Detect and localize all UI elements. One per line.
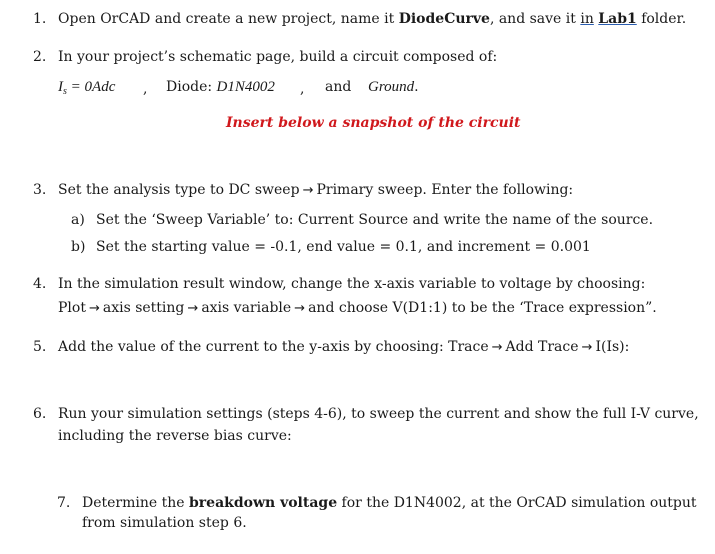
instruction-text: In the simulation result window, change the x-axis variable to voltage by choosing:	[58, 276, 646, 292]
breakdown-voltage-text: breakdown voltage	[189, 495, 338, 511]
arrow-right-icon: →	[187, 301, 199, 316]
text: Determine the	[82, 495, 189, 511]
arrow-right-icon: →	[88, 301, 100, 316]
item-number: 5.	[33, 339, 47, 355]
instruction-text	[82, 495, 697, 512]
instruction-text: from simulation step 6.	[82, 515, 247, 531]
diode-value: D1N4002	[216, 79, 275, 95]
arrow-right-icon: →	[581, 340, 593, 355]
item-number: 2.	[33, 49, 47, 65]
text: Primary sweep. Enter the following:	[316, 182, 574, 198]
diode-spec	[166, 79, 275, 96]
text: Open OrCAD and create a new project, name it	[58, 11, 399, 27]
arrow-right-icon: →	[294, 301, 306, 316]
text: Add Trace	[505, 339, 579, 355]
text: in	[580, 11, 594, 27]
text: Add the value of the current to the y-axis by choosing: Trace	[58, 339, 489, 355]
item-number: 3.	[33, 182, 47, 198]
current-source-symbol	[58, 79, 115, 95]
instruction-text	[58, 11, 686, 28]
instruction-text: including the reverse bias curve:	[58, 428, 292, 444]
project-name: DiodeCurve	[398, 11, 490, 27]
sub-item-label: a)	[71, 212, 85, 228]
insert-snapshot-note: Insert below a snapshot of the circuit	[226, 115, 521, 131]
menu-step: axis setting	[102, 300, 185, 316]
instruction-text: Run your simulation settings (steps 4-6), to sweep the current and show the full I-V curve,	[58, 406, 699, 422]
menu-path	[58, 300, 657, 317]
text: I(Is):	[595, 339, 630, 355]
menu-step: axis variable	[201, 300, 292, 316]
instruction-text	[58, 339, 629, 356]
instruction-text	[58, 182, 573, 199]
text: Set the analysis type to DC sweep	[58, 182, 300, 198]
text: , and save it	[489, 11, 581, 27]
item-number: 6.	[33, 406, 47, 422]
comma: ,	[300, 81, 305, 97]
subscript: s	[63, 86, 67, 97]
ground: Ground	[368, 79, 415, 95]
menu-step: and choose V(D1:1) to be the ‘Trace expression”.	[308, 300, 657, 316]
component-list	[58, 79, 115, 100]
item-number: 4.	[33, 276, 47, 292]
text: for the D1N4002, at the OrCAD simulation output	[337, 495, 697, 511]
arrow-right-icon: →	[302, 183, 314, 198]
label: Diode:	[166, 79, 217, 95]
symbol: I	[58, 79, 63, 95]
menu-step: Plot	[58, 300, 86, 316]
item-number: 7.	[57, 495, 71, 511]
item-number: 1.	[33, 11, 47, 27]
sub-item-label: b)	[71, 239, 86, 255]
sub-item-text: Set the ‘Sweep Variable’ to: Current Source and write the name of the source.	[96, 212, 654, 228]
ground-text	[368, 79, 419, 96]
folder-name: Lab1	[598, 11, 637, 27]
sub-item-text: Set the starting value = -0.1, end value = 0.1, and increment = 0.001	[96, 239, 591, 255]
instruction-text: In your project’s schematic page, build a circuit composed of:	[58, 49, 498, 65]
value: = 0Adc	[66, 79, 116, 95]
comma: ,	[143, 81, 148, 97]
and-text: and	[325, 79, 352, 95]
period: .	[414, 79, 419, 95]
arrow-right-icon: →	[491, 340, 503, 355]
text: folder.	[636, 11, 687, 27]
